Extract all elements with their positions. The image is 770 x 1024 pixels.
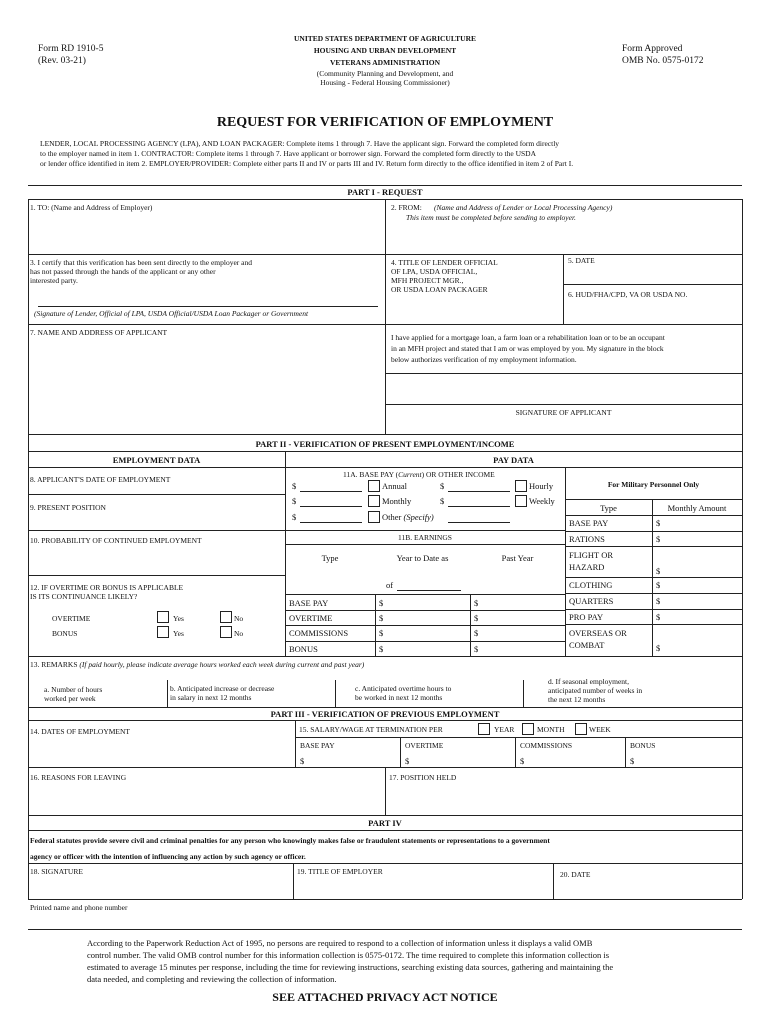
col-type: Type <box>321 553 339 563</box>
dollar-sign: $ <box>379 613 384 623</box>
part3-heading: PART III - VERIFICATION OF PREVIOUS EMPLOYMENT <box>270 709 500 719</box>
earnings-row-label: OVERTIME <box>289 613 333 623</box>
remark-c: c. Anticipated overtime hours to be worked in next 12 months <box>355 684 452 702</box>
other-label: Other (Specify) <box>382 512 434 522</box>
monthly-label: Monthly <box>382 496 412 506</box>
item17-label: 17. POSITION HELD <box>389 773 457 782</box>
item12-label: 12. IF OVERTIME OR BONUS IS APPLICABLE IS ITS CONTINUANCE LIKELY? <box>30 583 184 601</box>
position-held-field[interactable] <box>390 785 740 813</box>
earnings-row-label: BASE PAY <box>289 598 329 608</box>
bonus-no-checkbox[interactable] <box>220 626 232 638</box>
dollar-sign: $ <box>474 613 479 623</box>
item1-label: 1. TO: (Name and Address of Employer) <box>30 203 153 212</box>
agency-line: VETERANS ADMINISTRATION <box>329 58 441 67</box>
col-past-year: Past Year <box>501 553 534 563</box>
paperwork-notice: According to the Paperwork Reduction Act of 1995, no persons are required to respond to a collection of information unless it displays a valid OMB control number. The valid OMB control number for this information collection is 0575-0172. The time required to complete this information collection is estimated to average 15 minutes per response, including the time for reviewing instructions, searching existing data sources, gathering and maintaining the data needed, and completing and reviewing the collection of information. <box>87 938 614 984</box>
overtime-label: OVERTIME <box>405 741 444 750</box>
part4-heading: PART IV <box>368 818 402 828</box>
item6-label: 6. HUD/FHA/CPD, VA OR USDA NO. <box>568 290 688 299</box>
dollar-sign: $ <box>292 512 297 522</box>
military-row-label: FLIGHT OR HAZARD <box>569 550 613 572</box>
per-month-checkbox[interactable] <box>522 723 534 735</box>
bonus-label: BONUS <box>630 741 656 750</box>
military-row-label: PRO PAY <box>569 612 604 622</box>
sub-agency: (Community Planning and Development, and Housing - Federal Housing Commissioner) <box>316 69 454 87</box>
item19-label: 19. TITLE OF EMPLOYER <box>297 867 383 876</box>
agency-line: UNITED STATES DEPARTMENT OF AGRICULTURE <box>294 34 476 43</box>
no-label: No <box>234 629 244 638</box>
year-label: YEAR <box>494 725 515 734</box>
employer-date-field[interactable] <box>558 882 738 897</box>
dollar-sign: $ <box>630 756 635 766</box>
dollar-sign: $ <box>656 643 661 653</box>
applicant-address-field[interactable] <box>30 340 380 430</box>
hourly-checkbox[interactable] <box>515 480 527 492</box>
per-year-checkbox[interactable] <box>478 723 490 735</box>
ytd-of-label: of <box>386 580 394 590</box>
lender-signature-field[interactable] <box>38 290 378 304</box>
remark-a: a. Number of hours worked per week <box>44 685 103 703</box>
military-row-label: RATIONS <box>569 534 605 544</box>
dollar-sign: $ <box>474 644 479 654</box>
penalty-warning-1: Federal statutes provide severe civil and criminal penalties for any person who knowingly makes false or fraudulent statements or representations to a government <box>30 836 550 845</box>
omb-number: OMB No. 0575-0172 <box>622 56 704 66</box>
hourly-label: Hourly <box>529 481 554 491</box>
item4-label: 4. TITLE OF LENDER OFFICIAL OF LPA, USDA OFFICIAL, MFH PROJECT MGR., OR USDA LOAN PACKAGER <box>391 258 498 294</box>
item7-label: 7. NAME AND ADDRESS OF APPLICANT <box>30 328 168 337</box>
yes-label: Yes <box>173 614 184 623</box>
bonus-yes-checkbox[interactable] <box>157 626 169 638</box>
item3-certification: 3. I certify that this verification has been sent directly to the employer and has not passed through the hands of the applicant or any other interested party. <box>30 258 253 285</box>
overtime-no-checkbox[interactable] <box>220 611 232 623</box>
employer-signature-field[interactable] <box>30 878 288 897</box>
per-week-checkbox[interactable] <box>575 723 587 735</box>
commissions-label: COMMISSIONS <box>520 741 573 750</box>
dollar-sign: $ <box>379 598 384 608</box>
bonus-label: BONUS <box>52 629 78 638</box>
item15-label: 15. SALARY/WAGE AT TERMINATION PER <box>299 725 443 734</box>
dollar-sign: $ <box>656 518 661 528</box>
ytd-date-field[interactable] <box>397 580 461 591</box>
item5-label: 5. DATE <box>568 256 595 265</box>
yes-label: Yes <box>173 629 184 638</box>
item11b-label: 11B. EARNINGS <box>398 533 452 542</box>
military-row-label: QUARTERS <box>569 596 614 606</box>
item10-label: 10. PROBABILITY OF CONTINUED EMPLOYMENT <box>30 536 202 545</box>
dollar-sign: $ <box>292 481 297 491</box>
dollar-sign: $ <box>656 612 661 622</box>
dollar-sign: $ <box>405 756 410 766</box>
item2-label: 2. FROM: <box>391 203 422 212</box>
applicant-authorization: I have applied for a mortgage loan, a farm loan or a rehabilitation loan or to be an occupant in an MFH project and stated that I am or was employed by you. My signature in the block below authorizes verification of my employment information. <box>391 333 665 364</box>
military-row-label: OVERSEAS OR COMBAT <box>569 628 627 650</box>
col-ytd: Year to Date as <box>396 553 449 563</box>
military-amount-col: Monthly Amount <box>667 503 727 513</box>
overtime-label: OVERTIME <box>52 614 91 623</box>
applicant-signature-field[interactable] <box>390 376 740 402</box>
overtime-yes-checkbox[interactable] <box>157 611 169 623</box>
printed-name-field[interactable] <box>30 914 738 927</box>
applicant-signature-caption: SIGNATURE OF APPLICANT <box>515 408 612 417</box>
item9-label: 9. PRESENT POSITION <box>30 503 106 512</box>
other-checkbox[interactable] <box>368 511 380 523</box>
dollar-sign: $ <box>656 596 661 606</box>
dollar-sign: $ <box>440 496 445 506</box>
employer-address-field[interactable] <box>30 218 380 252</box>
weekly-label: Weekly <box>529 496 555 506</box>
dollar-sign: $ <box>656 566 661 576</box>
lender-signature-caption: (Signature of Lender, Official of LPA, USDA Official/USDA Loan Packager or Government <box>34 309 309 318</box>
reasons-for-leaving-field[interactable] <box>30 785 380 813</box>
military-row-label: CLOTHING <box>569 580 613 590</box>
item18-label: 18. SIGNATURE <box>30 867 83 876</box>
week-label: WEEK <box>589 725 611 734</box>
dollar-sign: $ <box>292 496 297 506</box>
form-title: REQUEST FOR VERIFICATION OF EMPLOYMENT <box>216 115 554 130</box>
employment-data-heading: EMPLOYMENT DATA <box>112 455 201 465</box>
agency-line: HOUSING AND URBAN DEVELOPMENT <box>313 46 457 55</box>
month-label: MONTH <box>537 725 565 734</box>
remark-d: d. If seasonal employment, anticipated number of weeks in the next 12 months <box>548 677 643 704</box>
item8-label: 8. APPLICANT'S DATE OF EMPLOYMENT <box>30 475 171 484</box>
part2-heading: PART II - VERIFICATION OF PRESENT EMPLOYMENT/INCOME <box>255 439 515 449</box>
remark-b: b. Anticipated increase or decrease in salary in next 12 months <box>170 684 275 702</box>
privacy-notice-footer: SEE ATTACHED PRIVACY ACT NOTICE <box>272 990 498 1004</box>
instructions: LENDER, LOCAL PROCESSING AGENCY (LPA), AND LOAN PACKAGER: Complete items 1 through 7. Have the applicant sign. Forward the completed form directly to the employer named in item 1. CONTRACTOR: Complete items 1 through 7. Have applicant or borrower sign. Forward the completed form directly to the USDA or lender office identified in item 2. EMPLOYER/PROVIDER: Complete either parts II and IV or parts III and IV. Return form directly to the office identified in item 2 of Part I. <box>40 139 574 168</box>
pay-data-heading: PAY DATA <box>493 455 534 465</box>
dollar-sign: $ <box>300 756 305 766</box>
base-pay-label: BASE PAY <box>300 741 335 750</box>
dollar-sign: $ <box>474 628 479 638</box>
dollar-sign: $ <box>440 481 445 491</box>
dollar-sign: $ <box>379 644 384 654</box>
item2-note: This item must be completed before sending to employer. <box>406 213 576 222</box>
penalty-warning-2: agency or officer with the intention of influencing any action by such agency or officer. <box>30 852 306 861</box>
no-label: No <box>234 614 244 623</box>
military-row-label: BASE PAY <box>569 518 609 528</box>
form-revision: (Rev. 03-21) <box>38 56 86 66</box>
dollar-sign: $ <box>379 628 384 638</box>
item13-label: 13. REMARKS (If paid hourly, please indicate average hours worked each week during current and past year) <box>30 660 365 669</box>
printed-name-label: Printed name and phone number <box>30 903 128 912</box>
item16-label: 16. REASONS FOR LEAVING <box>30 773 127 782</box>
item2-text: (Name and Address of Lender or Local Processing Agency) <box>434 203 613 212</box>
dollar-sign: $ <box>520 756 525 766</box>
lender-address-field[interactable] <box>390 224 740 252</box>
form-number: Form RD 1910-5 <box>38 44 104 54</box>
item20-label: 20. DATE <box>560 870 591 879</box>
annual-checkbox[interactable] <box>368 480 380 492</box>
part1-heading: PART I - REQUEST <box>347 187 423 197</box>
form-approved: Form Approved <box>622 44 683 54</box>
monthly-checkbox[interactable] <box>368 495 380 507</box>
dollar-sign: $ <box>656 534 661 544</box>
dollar-sign: $ <box>656 580 661 590</box>
item14-label: 14. DATES OF EMPLOYMENT <box>30 727 131 736</box>
employer-title-field[interactable] <box>298 878 548 897</box>
item11a-label: 11A. BASE PAY (Current) OR OTHER INCOME <box>343 470 495 479</box>
earnings-row-label: BONUS <box>289 644 318 654</box>
date-field[interactable] <box>568 266 738 282</box>
dollar-sign: $ <box>474 598 479 608</box>
weekly-checkbox[interactable] <box>515 495 527 507</box>
military-type-col: Type <box>600 503 617 513</box>
military-heading: For Military Personnel Only <box>607 480 700 489</box>
earnings-row-label: COMMISSIONS <box>289 628 349 638</box>
annual-label: Annual <box>382 481 408 491</box>
